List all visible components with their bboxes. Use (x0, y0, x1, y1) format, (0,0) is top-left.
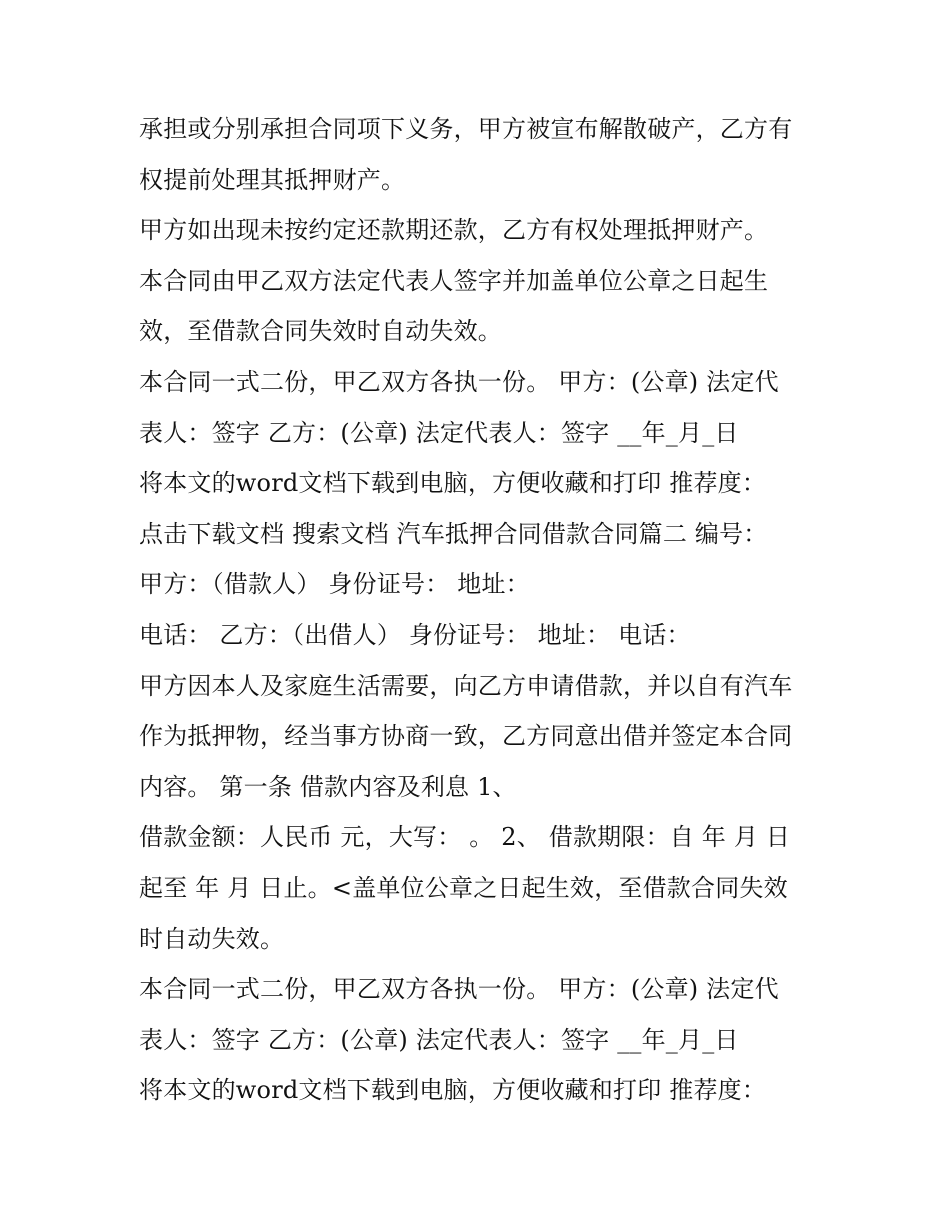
text-line: 本合同一式二份，甲乙双方各执一份。 甲方：(公章) 法定代 (139, 975, 779, 1004)
text-line: 将本文的word文档下载到电脑，方便收藏和打印 推荐度： (139, 469, 767, 498)
text-line: 本合同一式二份，甲乙双方各执一份。 甲方：(公章) 法定代 (139, 367, 779, 396)
text-line: 甲方：（借款人） 身份证号： 地址： (139, 570, 530, 599)
text-line: 甲方如出现未按约定还款期还款，乙方有权处理抵押财产。 (139, 216, 769, 245)
text-line: 作为抵押物，经当事方协商一致，乙方同意出借并签定本合同 (139, 722, 793, 751)
text-line: 起至 年 月 日止。<盖单位公章之日起生效，至借款合同失效 (139, 873, 788, 902)
text-line: 借款金额：人民币 元，大写： 。 2、 借款期限：自 年 月 日 (139, 823, 791, 852)
text-line: 甲方因本人及家庭生活需要，向乙方申请借款，并以自有汽车 (139, 671, 793, 700)
text-line: 表人：签字 乙方：(公章) 法定代表人：签字 __年_月_日 (139, 1025, 739, 1054)
text-line: 表人：签字 乙方：(公章) 法定代表人：签字 __年_月_日 (139, 418, 739, 447)
text-line: 点击下载文档 搜索文档 汽车抵押合同借款合同篇二 编号： (139, 519, 768, 548)
text-line: 本合同由甲乙双方法定代表人签字并加盖单位公章之日起生 (139, 266, 769, 295)
text-line: 电话： 乙方：（出借人） 身份证号： 地址： 电话： (139, 620, 691, 649)
text-line: 权提前处理其抵押财产。 (139, 165, 406, 194)
text-line: 将本文的word文档下载到电脑，方便收藏和打印 推荐度： (139, 1076, 767, 1105)
text-line: 内容。 第一条 借款内容及利息 1、 (139, 772, 517, 801)
document-body (139, 104, 829, 1116)
text-line: 效，至借款合同失效时自动失效。 (139, 317, 502, 346)
text-line: 时自动失效。 (139, 924, 285, 953)
text-line: 承担或分别承担合同项下义务，甲方被宣布解散破产，乙方有 (139, 115, 793, 143)
